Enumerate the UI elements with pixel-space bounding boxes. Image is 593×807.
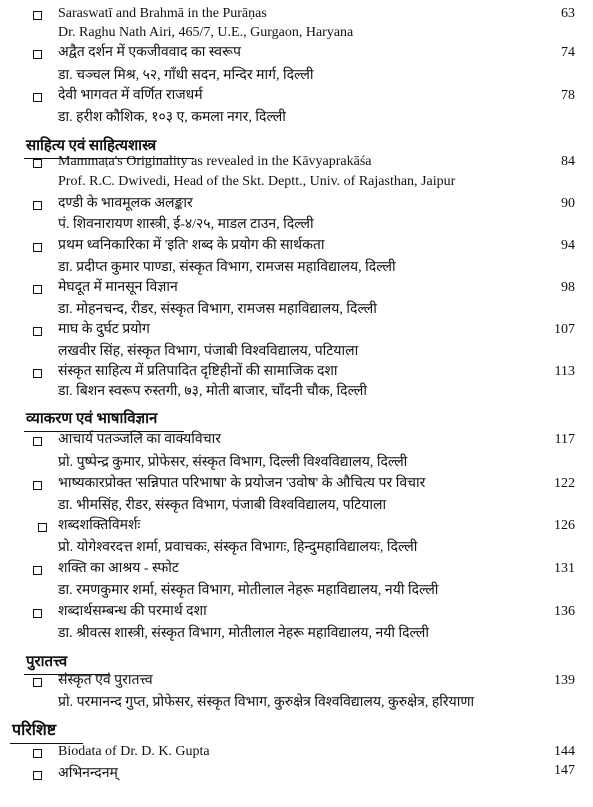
entry-title[interactable]: दण्डी के भावमूलक अलङ्कार [58, 196, 193, 211]
entry-title[interactable]: प्रथम ध्वनिकारिका में 'इति' शब्द के प्रयोग की सार्थकता [58, 238, 325, 253]
entry-title[interactable]: संस्कृत साहित्य में प्रतिपादित दृष्टिहीनों की सामाजिक दशा [58, 364, 338, 379]
entry-title[interactable]: संस्कृत एवं पुरातत्त्व [58, 673, 153, 688]
entry-page-number: 84 [561, 154, 575, 169]
bullet-box-icon [33, 327, 42, 336]
entry-author: डा. श्रीवत्स शास्त्री, संस्कृत विभाग, मोतीलाल नेहरू महाविद्यालय, नयी दिल्ली [58, 626, 429, 641]
entry-page-number: 78 [561, 88, 575, 103]
entry-title[interactable]: Saraswatī and Brahmā in the Purāṇas [58, 6, 267, 21]
bullet-box-icon [33, 93, 42, 102]
entry-title[interactable]: भाष्यकारप्रोक्त 'सन्निपात परिभाषा' के प्रयोजन 'उवोष' के औचित्य पर विचार [58, 476, 426, 491]
entry-author: डा. बिशन स्वरूप रुस्तगी, ७३, मोती बाजार, चाँदनी चौक, दिल्ली [58, 384, 368, 399]
entry-page-number: 139 [554, 673, 575, 688]
entry-author: Prof. R.C. Dwivedi, Head of the Skt. Deptt., Univ. of Rajasthan, Jaipur [58, 174, 456, 189]
entry-title[interactable]: अभिनन्दनम् [58, 766, 118, 781]
bullet-box-icon [33, 243, 42, 252]
entry-title[interactable]: शब्दशक्तिविमर्शः [58, 518, 141, 533]
entry-author: प्रो. योगेश्वरदत्त शर्मा, प्रवाचकः, संस्कृत विभागः, हिन्दुमहाविद्यालयः, दिल्ली [58, 540, 418, 555]
entry-author: डा. चञ्चल मिश्र, ५२, गाँधी सदन, मन्दिर मार्ग, दिल्ली [58, 68, 314, 83]
entry-author: प्रो. पुष्पेन्द्र कुमार, प्रोफेसर, संस्कृत विभाग, दिल्ली विश्वविद्यालय, दिल्ली [58, 455, 408, 470]
entry-author: डा. हरीश कौशिक, १०३ ए, कमला नगर, दिल्ली [58, 110, 286, 125]
entry-page-number: 117 [554, 432, 575, 447]
entry-page-number: 98 [561, 280, 575, 295]
section-title: व्याकरण एवं भाषाविज्ञान [26, 411, 158, 427]
bullet-box-icon [33, 285, 42, 294]
entry-title[interactable]: आचार्य पतञ्जलि का वाक्यविचार [58, 432, 221, 447]
entry-page-number: 107 [554, 322, 575, 337]
section-title: परिशिष्ट [12, 722, 57, 739]
entry-page-number: 144 [554, 744, 575, 759]
entry-title[interactable]: देवी भागवत में वर्णित राजधर्म [58, 88, 203, 103]
bullet-box-icon [38, 523, 47, 532]
bullet-box-icon [33, 159, 42, 168]
bullet-box-icon [33, 566, 42, 575]
bullet-box-icon [33, 50, 42, 59]
bullet-box-icon [33, 369, 42, 378]
bullet-box-icon [33, 749, 42, 758]
entry-author: डा. रमणकुमार शर्मा, संस्कृत विभाग, मोतीलाल नेहरू महाविद्यालय, नयी दिल्ली [58, 583, 439, 598]
entry-page-number: 90 [561, 196, 575, 211]
entry-page-number: 94 [561, 238, 575, 253]
bullet-box-icon [33, 201, 42, 210]
bullet-box-icon [33, 437, 42, 446]
section-title: साहित्य एवं साहित्यशास्त्र [26, 138, 157, 154]
entry-page-number: 122 [554, 476, 575, 491]
entry-page-number: 113 [554, 364, 575, 379]
entry-page-number: 131 [554, 561, 575, 576]
bullet-box-icon [33, 771, 42, 780]
section-title: पुरातत्त्व [26, 654, 68, 670]
entry-title[interactable]: अद्वैत दर्शन में एकजीववाद का स्वरूप [58, 45, 241, 60]
bullet-box-icon [33, 481, 42, 490]
entry-title[interactable]: माघ के दुर्घट प्रयोग [58, 322, 150, 337]
entry-page-number: 136 [554, 604, 575, 619]
entry-author: Dr. Raghu Nath Airi, 465/7, U.E., Gurgaon, Haryana [58, 25, 354, 40]
entry-title[interactable]: Biodata of Dr. D. K. Gupta [58, 744, 210, 759]
bullet-box-icon [33, 609, 42, 618]
entry-page-number: 63 [561, 6, 575, 21]
entry-author: डा. भीमसिंह, रीडर, संस्कृत विभाग, पंजाबी विश्वविद्यालय, पटियाला [58, 498, 387, 513]
entry-title[interactable]: शब्दार्थसम्बन्ध की परमार्थ दशा [58, 604, 207, 619]
entry-title[interactable]: Mammaṭa's Originality as revealed in the Kāvyaprakāśa [58, 154, 372, 169]
entry-author: डा. प्रदीप्त कुमार पाण्डा, संस्कृत विभाग, रामजस महाविद्यालय, दिल्ली [58, 260, 396, 275]
entry-title[interactable]: शक्ति का आश्रय - स्फोट [58, 561, 179, 576]
entry-page-number: 126 [554, 518, 575, 533]
entry-page-number: 147 [554, 763, 575, 778]
entry-author: प्रो. परमानन्द गुप्त, प्रोफेसर, संस्कृत विभाग, कुरुक्षेत्र विश्वविद्यालय, कुरुक्षेत्र, हरियाणा [58, 695, 475, 710]
entry-title[interactable]: मेघदूत में मानसून विज्ञान [58, 280, 178, 295]
bullet-box-icon [33, 678, 42, 687]
bullet-box-icon [33, 11, 42, 20]
entry-author: पं. शिवनारायण शास्त्री, ई-४/२५, माडल टाउन, दिल्ली [58, 217, 314, 232]
entry-author: लखवीर सिंह, संस्कृत विभाग, पंजाबी विश्वविद्यालय, पटियाला [58, 344, 359, 359]
entry-author: डा. मोहनचन्द, रीडर, संस्कृत विभाग, रामजस महाविद्यालय, दिल्ली [58, 302, 377, 317]
entry-page-number: 74 [561, 45, 575, 60]
